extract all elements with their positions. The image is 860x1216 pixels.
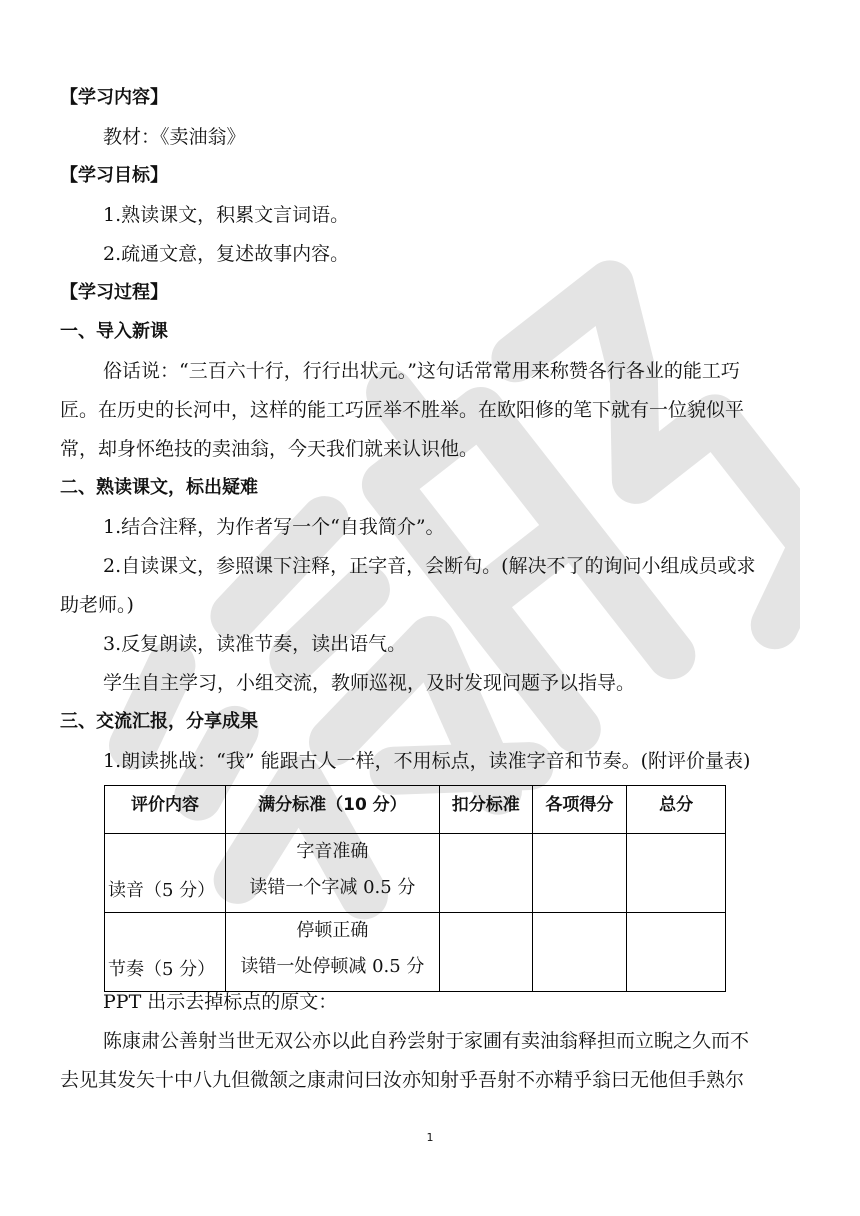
rubric-score-cell (532, 913, 627, 992)
rubric-table (104, 785, 726, 992)
rubric-item-label: 节奏（5 分） (108, 959, 216, 980)
part2-item-3: 3.反复朗读，读准节奏，读出语气。 (103, 633, 407, 655)
rubric-item-cell (105, 913, 226, 992)
part1-paragraph-line: 常，却身怀绝技的卖油翁，今天我们就来认识他。 (60, 438, 479, 460)
rubric-standard-cell (225, 913, 439, 992)
rubric-row (105, 913, 726, 992)
rubric-deduction-rule: 读错一处停顿减 0.5 分 (240, 956, 425, 977)
rubric-header-cell: 满分标准（10 分） (225, 786, 439, 834)
rubric-item-label: 读音（5 分） (108, 880, 216, 901)
rubric-deduction-cell (439, 913, 532, 992)
goal-item: 2.疏通文意，复述故事内容。 (103, 243, 350, 265)
part1-heading: 一、导入新课 (60, 321, 168, 342)
part2-heading: 二、熟读课文，标出疑难 (60, 477, 258, 498)
part2-note: 学生自主学习，小组交流，教师巡视，及时发现问题予以指导。 (103, 672, 636, 694)
section-heading-content: 【学习内容】 (60, 87, 168, 108)
rubric-header-cell: 评价内容 (105, 786, 226, 834)
rubric-header-row (105, 786, 726, 834)
page-number: 1 (426, 1131, 434, 1144)
part2-item-2-line: 2.自读课文，参照课下注释，正字音，会断句。(解决不了的询问小组成员或求 (103, 555, 756, 577)
rubric-header-cell: 各项得分 (532, 786, 627, 834)
rubric-header-cell: 扣分标准 (439, 786, 532, 834)
rubric-criterion: 停顿正确 (296, 920, 369, 941)
part3-item-1: 1.朗读挑战：“我” 能跟古人一样，不用标点，读准字音和节奏。(附评价量表) (103, 750, 751, 772)
rubric-header-cell: 总分 (627, 786, 726, 834)
part3-heading: 三、交流汇报，分享成果 (60, 711, 258, 732)
original-text-line: 去见其发矢十中八九但微颔之康肃问曰汝亦知射乎吾射不亦精乎翁曰无他但手熟尔 (60, 1069, 745, 1091)
part1-paragraph-line: 俗话说：“三百六十行，行行出状元。”这句话常常用来称赞各行各业的能工巧 (103, 360, 740, 382)
original-text-line: 陈康肃公善射当世无双公亦以此自矜尝射于家圃有卖油翁释担而立睨之久而不 (103, 1030, 750, 1052)
rubric-total-cell (627, 913, 726, 992)
rubric-row (105, 834, 726, 913)
part1-paragraph-line: 匠。在历史的长河中，这样的能工巧匠举不胜举。在欧阳修的笔下就有一位貌似平 (60, 399, 745, 421)
rubric-score-cell (532, 834, 627, 913)
material-line: 教材：《卖油翁》 (103, 126, 246, 148)
rubric-item-cell (105, 834, 226, 913)
ppt-caption: PPT 出示去掉标点的原文： (103, 991, 338, 1013)
rubric-total-cell (627, 834, 726, 913)
rubric-deduction-cell (439, 834, 532, 913)
rubric-deduction-rule: 读错一个字减 0.5 分 (249, 877, 416, 898)
section-heading-goals: 【学习目标】 (60, 165, 168, 186)
rubric-standard-cell (225, 834, 439, 913)
part2-item-1: 1.结合注释，为作者写一个“自我简介”。 (103, 516, 445, 538)
section-heading-process: 【学习过程】 (60, 282, 168, 303)
part2-item-2-line: 助老师。) (60, 594, 134, 616)
rubric-criterion: 字音准确 (296, 841, 369, 862)
goal-item: 1.熟读课文，积累文言词语。 (103, 204, 350, 226)
